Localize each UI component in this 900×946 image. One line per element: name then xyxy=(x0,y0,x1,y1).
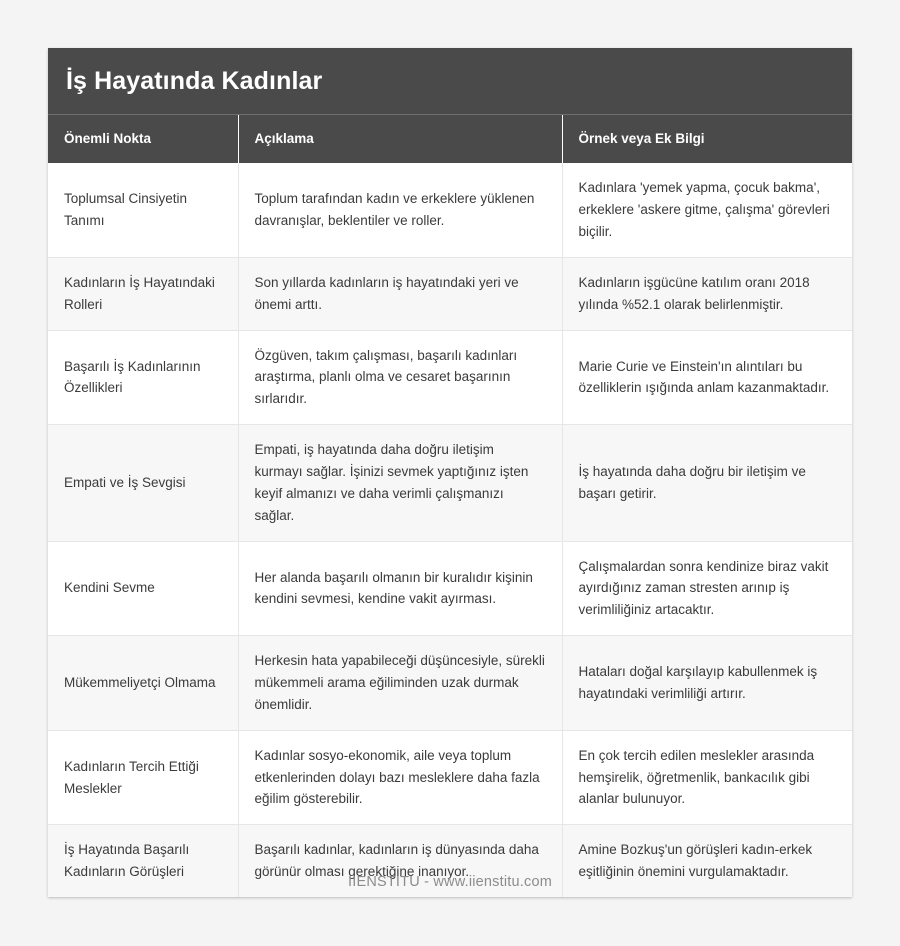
footer-attribution: IIENSTITU - www.iienstitu.com xyxy=(348,874,552,890)
info-table xyxy=(48,115,852,897)
cell-description: Başarılı kadınlar, kadınların iş dünyasında daha görünür olması gerektiğine inanıyor. xyxy=(238,825,562,897)
cell-example: İş hayatında daha doğru bir iletişim ve başarı getirir. xyxy=(562,425,852,541)
cell-example: Amine Bozkuş'un görüşleri kadın-erkek eşitliğinin önemini vurgulamaktadır. xyxy=(562,825,852,897)
cell-example: Çalışmalardan sonra kendinize biraz vakit ayırdığınız zaman stresten arınıp iş verimliliğiniz artacaktır. xyxy=(562,541,852,636)
column-header-description: Açıklama xyxy=(238,115,562,164)
page-title: İş Hayatında Kadınlar xyxy=(48,48,852,115)
cell-description: Empati, iş hayatında daha doğru iletişim kurmayı sağlar. İşinizi sevmek yaptığınız işten keyif almanızı ve daha verimli çalışmanızı sağlar. xyxy=(238,425,562,541)
table-row xyxy=(48,330,852,425)
cell-description: Özgüven, takım çalışması, başarılı kadınları araştırma, planlı olma ve cesaret başarının sırlarıdır. xyxy=(238,330,562,425)
table-body xyxy=(48,163,852,897)
table-row xyxy=(48,730,852,825)
cell-point: Empati ve İş Sevgisi xyxy=(48,425,238,541)
cell-point: Başarılı İş Kadınlarının Özellikleri xyxy=(48,330,238,425)
cell-point: Toplumsal Cinsiyetin Tanımı xyxy=(48,163,238,257)
cell-point: Mükemmeliyetçi Olmama xyxy=(48,636,238,731)
table-header xyxy=(48,115,852,164)
column-header-example: Örnek veya Ek Bilgi xyxy=(562,115,852,164)
cell-description: Son yıllarda kadınların iş hayatındaki yeri ve önemi arttı. xyxy=(238,257,562,330)
cell-example: En çok tercih edilen meslekler arasında hemşirelik, öğretmenlik, bankacılık gibi alanlar bulunuyor. xyxy=(562,730,852,825)
cell-description: Kadınlar sosyo-ekonomik, aile veya toplum etkenlerinden dolayı bazı mesleklere daha fazla eğilim gösterebilir. xyxy=(238,730,562,825)
cell-description: Herkesin hata yapabileceği düşüncesiyle, sürekli mükemmeli arama eğiliminden uzak durmak önemlidir. xyxy=(238,636,562,731)
cell-example: Kadınların işgücüne katılım oranı 2018 yılında %52.1 olarak belirlenmiştir. xyxy=(562,257,852,330)
cell-example: Marie Curie ve Einstein'ın alıntıları bu özelliklerin ışığında anlam kazanmaktadır. xyxy=(562,330,852,425)
column-header-point: Önemli Nokta xyxy=(48,115,238,164)
table-row xyxy=(48,541,852,636)
cell-point: Kendini Sevme xyxy=(48,541,238,636)
cell-point: Kadınların İş Hayatındaki Rolleri xyxy=(48,257,238,330)
cell-description: Her alanda başarılı olmanın bir kuralıdır kişinin kendini sevmesi, kendine vakit ayırması. xyxy=(238,541,562,636)
cell-point: Kadınların Tercih Ettiği Meslekler xyxy=(48,730,238,825)
cell-point: İş Hayatında Başarılı Kadınların Görüşleri xyxy=(48,825,238,897)
cell-example: Hataları doğal karşılayıp kabullenmek iş hayatındaki verimliliği artırır. xyxy=(562,636,852,731)
table-row xyxy=(48,163,852,257)
table-row xyxy=(48,257,852,330)
cell-description: Toplum tarafından kadın ve erkeklere yüklenen davranışlar, beklentiler ve roller. xyxy=(238,163,562,257)
table-header-row xyxy=(48,115,852,164)
table-row xyxy=(48,425,852,541)
table-card xyxy=(48,48,852,897)
cell-example: Kadınlara 'yemek yapma, çocuk bakma', erkeklere 'askere gitme, çalışma' görevleri biçilir. xyxy=(562,163,852,257)
table-row xyxy=(48,636,852,731)
